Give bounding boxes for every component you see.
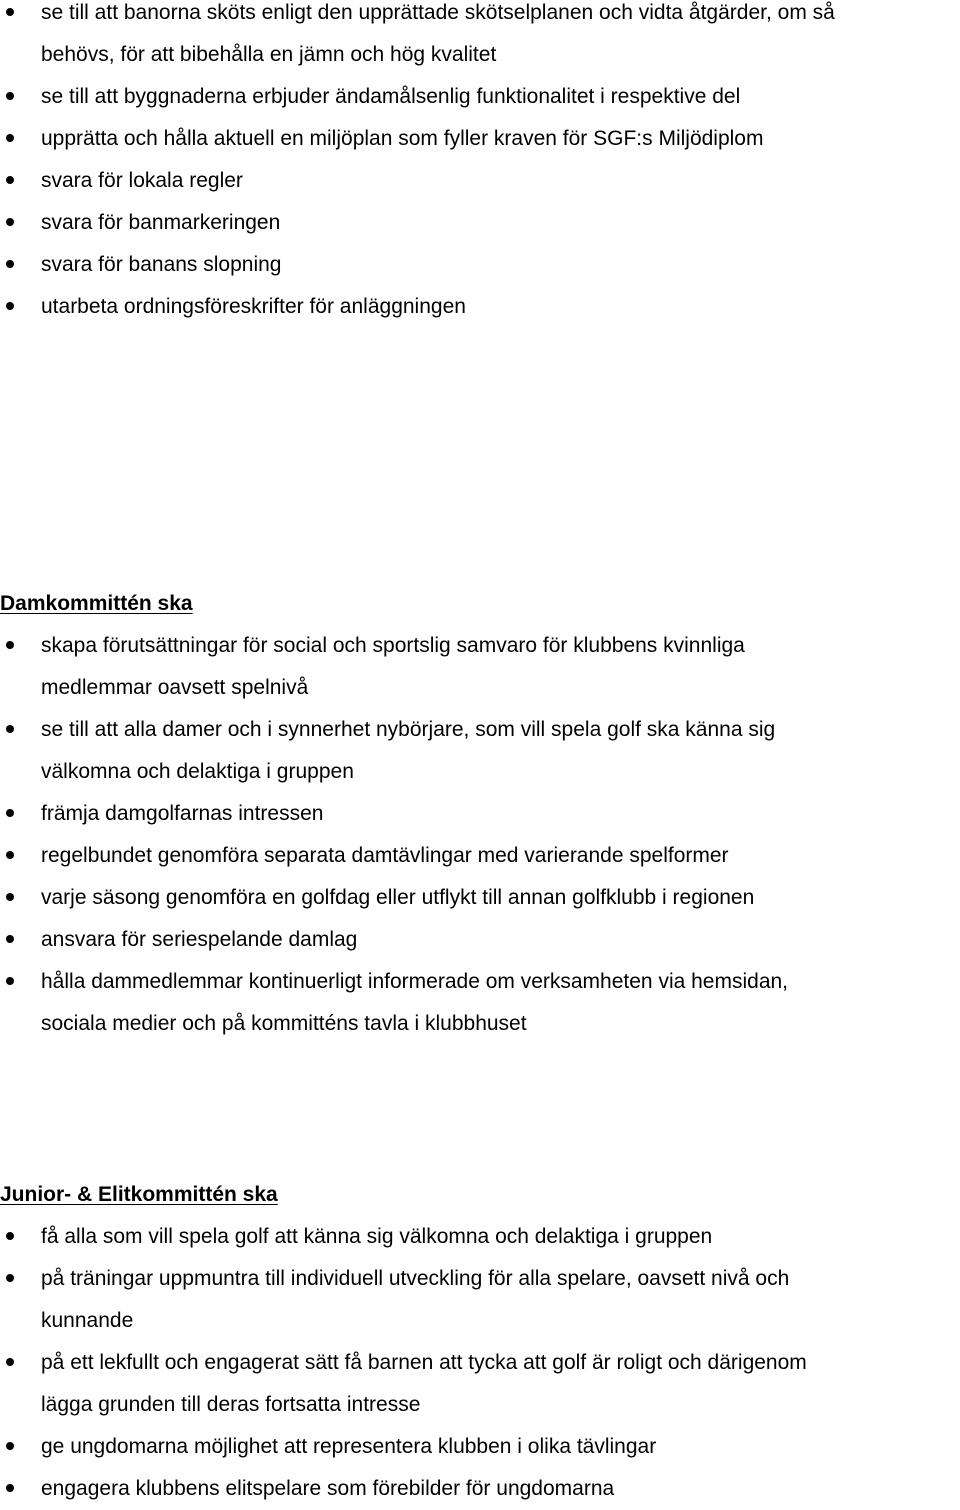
list-item-text: svara för lokala regler xyxy=(41,169,243,192)
bullet-icon xyxy=(6,1274,14,1282)
bullet-icon xyxy=(6,725,14,733)
list-item xyxy=(0,286,960,328)
bullet-icon xyxy=(6,302,14,310)
bullet-icon xyxy=(6,1232,14,1240)
list-item xyxy=(0,244,960,286)
list-item xyxy=(0,709,960,793)
junior-elitkommitten-duties-list xyxy=(0,1216,960,1510)
list-item-text: engagera klubbens elitspelare som förebilder för ungdomarna xyxy=(41,1477,615,1500)
bullet-icon xyxy=(6,935,14,943)
bullet-icon xyxy=(6,1358,14,1366)
list-item-text: se till att alla damer och i synnerhet nybörjare, som vill spela golf ska känna sig välkomna och delaktiga i gruppen xyxy=(41,718,776,783)
bullet-icon xyxy=(6,1484,14,1492)
bullet-icon xyxy=(6,92,14,100)
list-item-text: varje säsong genomföra en golfdag eller utflykt till annan golfklubb i regionen xyxy=(41,886,755,909)
section-heading-junior-elitkommitten: Junior- & Elitkommittén ska xyxy=(0,1183,278,1206)
list-item xyxy=(0,202,960,244)
bullet-icon xyxy=(6,641,14,649)
bullet-icon xyxy=(6,134,14,142)
list-item-text: främja damgolfarnas intressen xyxy=(41,802,324,825)
bullet-icon xyxy=(6,218,14,226)
list-item xyxy=(0,1468,960,1510)
bullet-icon xyxy=(6,176,14,184)
list-item-text: skapa förutsättningar för social och sportslig samvaro för klubbens kvinnliga medlemmar oavsett spelnivå xyxy=(41,634,745,699)
list-item-text: upprätta och hålla aktuell en miljöplan som fyller kraven för SGF:s Miljödiplom xyxy=(41,127,764,150)
list-item xyxy=(0,1426,960,1468)
bullet-icon xyxy=(6,977,14,985)
list-item-text: svara för banmarkeringen xyxy=(41,211,281,234)
bullet-icon xyxy=(6,851,14,859)
list-item xyxy=(0,1216,960,1258)
list-item xyxy=(0,961,960,1045)
list-item xyxy=(0,877,960,919)
list-item xyxy=(0,76,960,118)
list-item-text: se till att banorna sköts enligt den upprättade skötselplanen och vidta åtgärder, om så behövs, för att bibehålla en jämn och hög kvalitet xyxy=(41,1,835,66)
list-item xyxy=(0,1342,960,1426)
list-item xyxy=(0,160,960,202)
list-item-text: få alla som vill spela golf att känna sig välkomna och delaktiga i gruppen xyxy=(41,1225,713,1248)
list-item xyxy=(0,118,960,160)
list-item-text: på träningar uppmuntra till individuell utveckling för alla spelare, oavsett nivå och kunnande xyxy=(41,1267,790,1332)
list-item-text: regelbundet genomföra separata damtävlingar med varierande spelformer xyxy=(41,844,729,867)
list-item-text: hålla dammedlemmar kontinuerligt informerade om verksamheten via hemsidan, sociala medier och på kommitténs tavla i klubbhuset xyxy=(41,970,789,1035)
list-item xyxy=(0,1258,960,1342)
bullet-icon xyxy=(6,1442,14,1450)
list-item-text: ansvara för seriespelande damlag xyxy=(41,928,358,951)
section-heading-damkommitten: Damkommittén ska xyxy=(0,592,193,615)
bullet-icon xyxy=(6,893,14,901)
damkommitten-duties-list xyxy=(0,625,960,1045)
bullet-icon xyxy=(6,809,14,817)
list-item-text: på ett lekfullt och engagerat sätt få barnen att tycka att golf är roligt och därigenom lägga grunden till deras fortsatta intresse xyxy=(41,1351,807,1416)
list-item xyxy=(0,0,960,76)
list-item xyxy=(0,835,960,877)
list-item-text: svara för banans slopning xyxy=(41,253,282,276)
list-item xyxy=(0,919,960,961)
list-item-text: utarbeta ordningsföreskrifter för anläggningen xyxy=(41,295,466,318)
list-item xyxy=(0,793,960,835)
list-item xyxy=(0,625,960,709)
bullet-icon xyxy=(6,8,14,16)
list-item-text: se till att byggnaderna erbjuder ändamålsenlig funktionalitet i respektive del xyxy=(41,85,741,108)
course-duties-list xyxy=(0,0,960,328)
list-item-text: ge ungdomarna möjlighet att representera klubben i olika tävlingar xyxy=(41,1435,657,1458)
bullet-icon xyxy=(6,260,14,268)
